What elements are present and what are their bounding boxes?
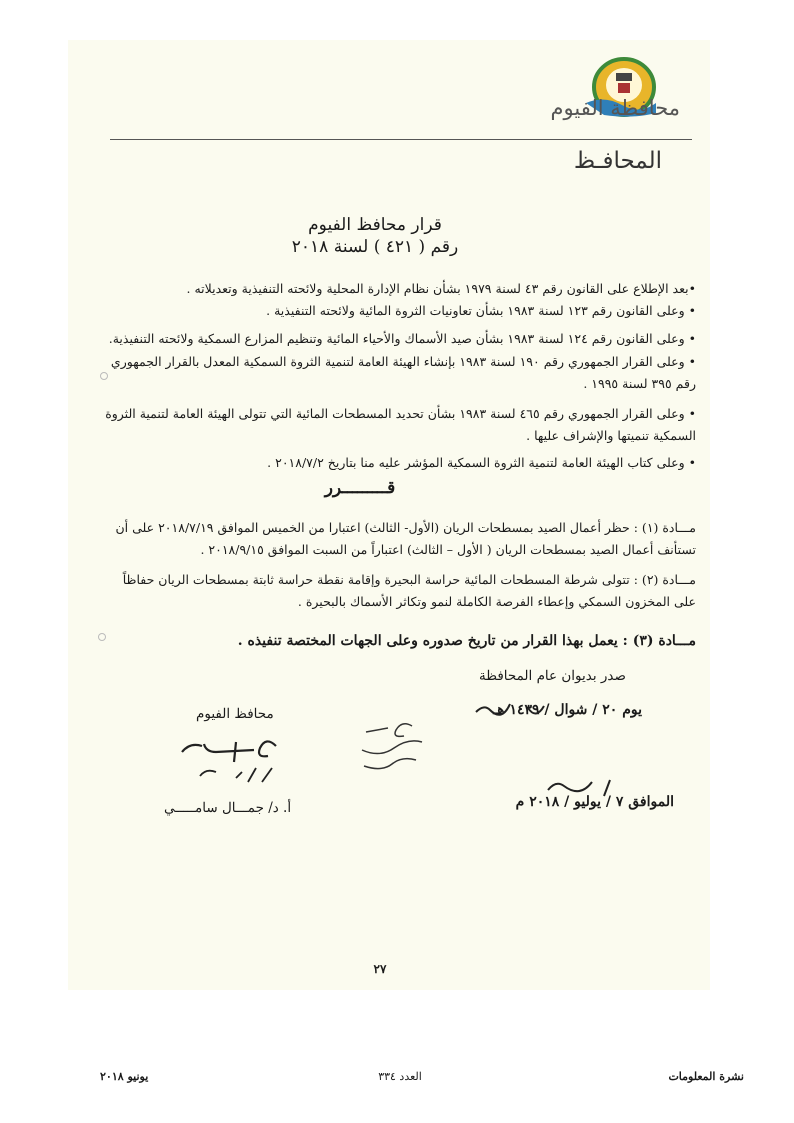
decision-heading	[240, 214, 510, 258]
issued-at: صدر بديوان عام المحافظة	[479, 668, 626, 684]
decision-title: قرار محافظ الفيوم	[308, 215, 442, 235]
preamble-item: • وعلى القرار الجمهوري رقم ١٩٠ لسنة ١٩٨٣ بإنشاء الهيئة العامة لتنمية الثروة السمكية المعدل بالقرار الجمهوري رقم ٣٩٥ لسنة ١٩٩٥ .	[110, 354, 696, 391]
signature-scribble	[176, 732, 286, 792]
header-divider	[110, 139, 692, 140]
gregorian-handwriting	[520, 774, 620, 802]
preamble-item: •بعد الإطلاع على القانون رقم ٤٣ لسنة ١٩٧٩ بشأن نظام الإدارة المحلية ولائحته التنفيذية وتعديلاته .	[186, 281, 696, 296]
decision-number: رقم ( ٤٢١ ) لسنة ٢٠١٨	[291, 237, 459, 257]
article-1: مـــادة (١) : حظر أعمال الصيد بمسطحات الريان (الأول- الثالث) اعتبارا من الخميس الموافق ٢٠١٨/٧/١٩ على أن تستأنف أعمال الصيد بمسطحات الريان ( الأول – الثالث) اعتباراً من السبت الموافق ٢٠١٨/٩/١٥ .	[115, 520, 696, 557]
scan-speck	[98, 633, 106, 641]
hijri-handwriting	[440, 698, 550, 728]
footer-month: يونيو ٢٠١٨	[100, 1070, 149, 1083]
decided-label: قـــــــــرر	[324, 478, 396, 498]
article-3: مـــادة (٣) : يعمل بهذا القرار من تاريخ صدوره وعلى الجهات المختصة تنفيذه .	[237, 633, 696, 649]
gregorian-date: الموافق ٧ / يوليو / ٢٠١٨ م	[515, 794, 674, 810]
scan-speck	[100, 372, 108, 380]
signatory-title: محافظ الفيوم	[196, 706, 274, 722]
preamble-item: • وعلى كتاب الهيئة العامة لتنمية الثروة السمكية المؤشر عليه منا بتاريخ ٢٠١٨/٧/٢ .	[267, 455, 696, 470]
preamble-item: • وعلى القانون رقم ١٢٤ لسنة ١٩٨٣ بشأن صيد الأسماك والأحياء المائية وتنظيم المزارع السمكية ولائحته التنفيذية.	[108, 331, 696, 346]
scanned-page	[68, 40, 710, 990]
article-2: مـــادة (٢) : تتولى شرطة المسطحات المائية حراسة البحيرة وإقامة نقطة حراسة ثابتة بمسطحات الريان حفاظاً على المخزون السمكي وإعطاء الفرصة الكاملة لنمو وتكاثر الأسماك بالبحيرة .	[122, 572, 696, 609]
footer-issue: العدد ٣٣٤	[378, 1070, 422, 1083]
governorate-name: محافظة الفيوم	[550, 96, 680, 120]
marginal-note-scribble	[352, 718, 432, 776]
preamble-item: • وعلى القرار الجمهوري رقم ٤٦٥ لسنة ١٩٨٣ بشأن تحديد المسطحات المائية التي تتولى الهيئة العامة لتنمية الثروة السمكية تنميتها والإشراف عليها .	[105, 406, 696, 443]
hijri-date: يوم ٢٠ / شوال / ١٤٣٩ هـ	[493, 702, 642, 718]
page-number: ٢٧	[373, 962, 387, 976]
preamble-item: • وعلى القانون رقم ١٢٣ لسنة ١٩٨٣ بشأن تعاونيات الثروة المائية ولائحته التنفيذية .	[266, 303, 696, 318]
footer-bulletin: نشرة المعلومات	[668, 1070, 744, 1083]
signatory-name: أ. د/ جمـــال سامـــــي	[164, 800, 292, 816]
office-title: المحافـظ	[573, 148, 662, 174]
